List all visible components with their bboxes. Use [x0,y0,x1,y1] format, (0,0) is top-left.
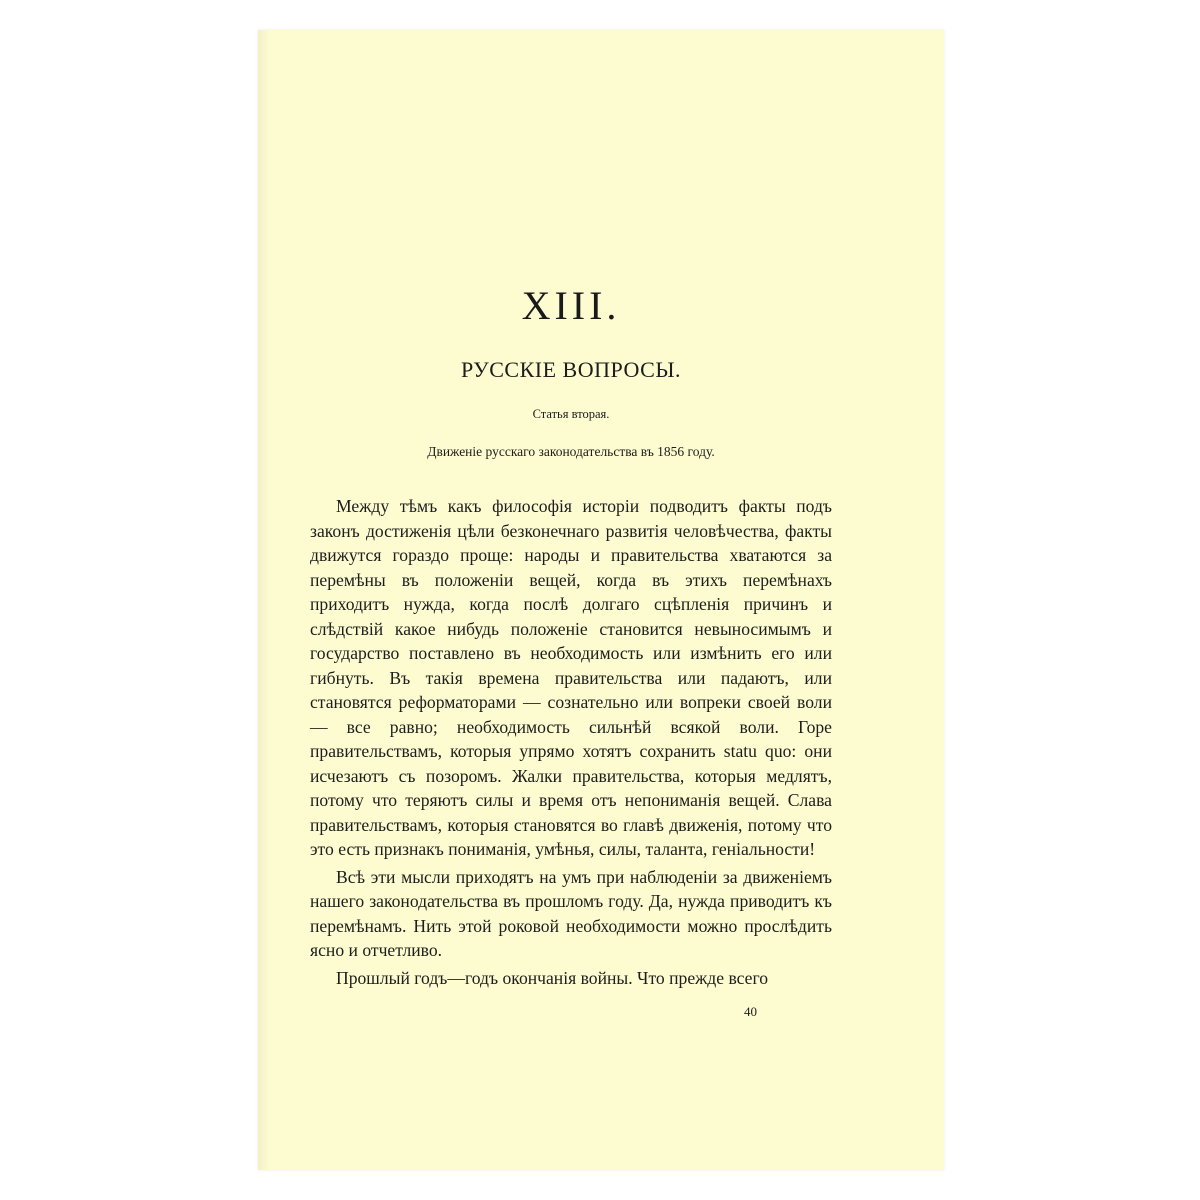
text-block [310,282,832,993]
chapter-number: XIII. [521,283,621,328]
page-edge [258,30,270,1170]
article-title: РУССКІЕ ВОПРОСЫ. [460,357,682,382]
section-heading: Движеніе русскаго законодательства въ 1856 году. [427,444,715,459]
book-page [258,30,944,1170]
paragraph: Прошлый годъ—годъ окончанія войны. Что прежде всего [336,967,769,988]
paragraph: Всѣ эти мысли приходятъ на умъ при наблюденіи за движеніемъ нашего законодательства въ прошломъ году. Да, нужда приводитъ къ перемѣнамъ. Нить этой роковой необходимости можно прослѣдить ясно и отчетливо. [310,866,832,960]
paragraph: Между тѣмъ какъ философія исторіи подводитъ факты подъ законъ достиженія цѣли безконечнаго развитія человѣчества, факты движутся гораздо проще: народы и правительства хватаются за перемѣны въ положеніи вещей, когда въ этихъ перемѣнахъ приходитъ нужда, когда послѣ долгаго сцѣпленія причинъ и слѣдствій какое нибудь положеніе становится невыносимымъ и государство поставлено въ необходимость или измѣнить его или гибнуть. Въ такія времена правительства или падаютъ, или становятся реформаторами — сознательно или вопреки своей воли — все равно; необходимость сильнѣй всякой воли. Горе правительствамъ, которыя упрямо хотятъ сохранить statu quo: они исчезаютъ съ позоромъ. Жалки правительства, которыя медлятъ, потому что теряютъ силы и время отъ непониманія вещей. Слава правительствамъ, которыя становятся во главѣ движенія, потому что это есть признакъ пониманія, умѣнья, силы, таланта, геніальности! [310,496,832,859]
article-subtitle: Статья вторая. [532,407,610,421]
page-number: 40 [744,1004,757,1019]
